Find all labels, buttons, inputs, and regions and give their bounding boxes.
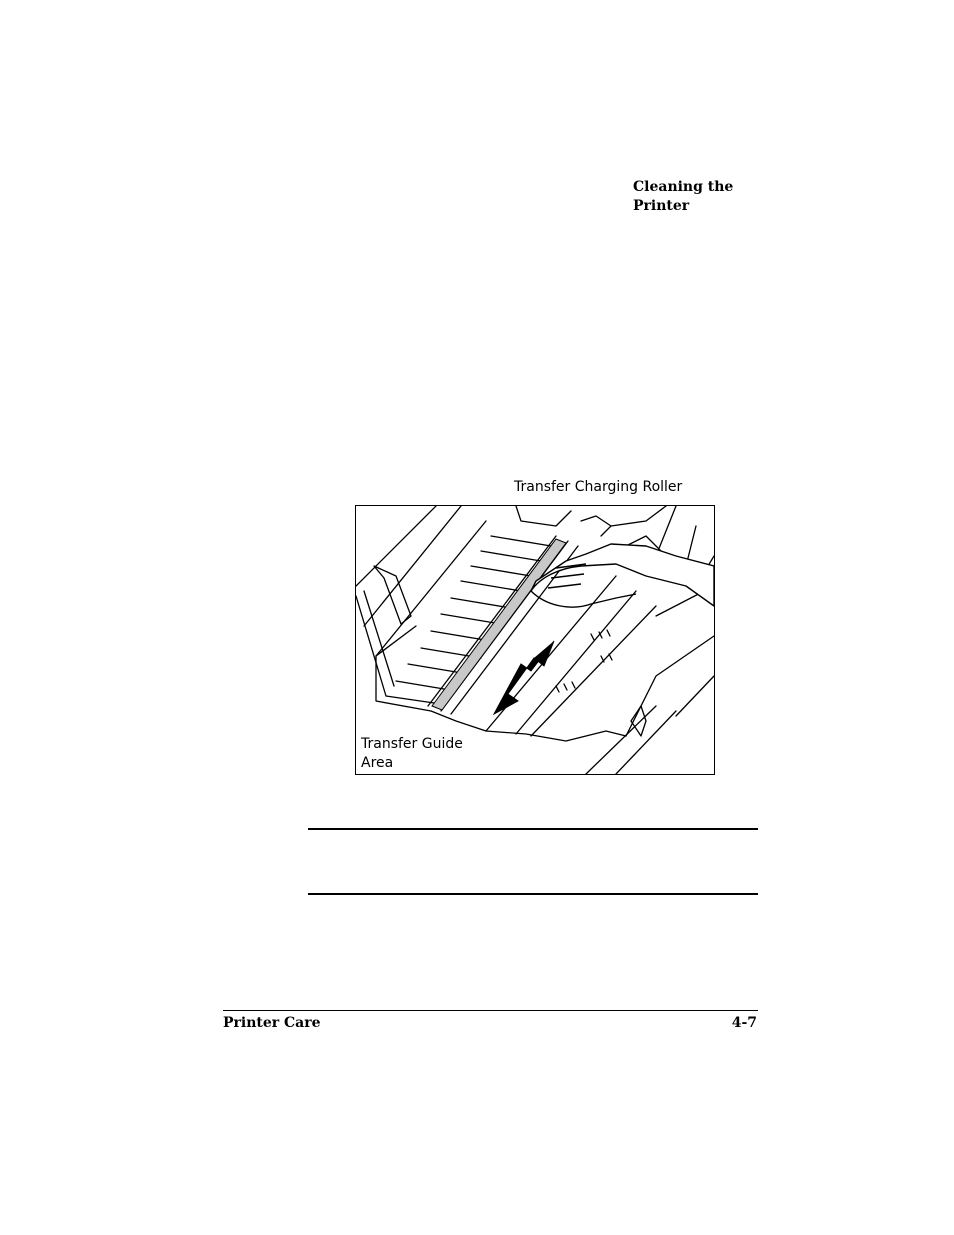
callout-guide-line-1: Transfer Guide xyxy=(361,736,463,752)
footer-page-number: 4-7 xyxy=(731,1015,757,1031)
printer-illustration-svg xyxy=(356,506,714,774)
callout-guide-line-2: Area xyxy=(361,755,394,771)
note-rule-top xyxy=(308,828,758,830)
callout-transfer-guide-area xyxy=(361,735,465,773)
double-headed-arrow-icon xyxy=(494,641,554,714)
section-heading xyxy=(633,178,773,216)
note-rule-bottom xyxy=(308,893,758,895)
footer-section-title: Printer Care xyxy=(223,1015,321,1031)
callout-transfer-charging-roller: Transfer Charging Roller xyxy=(514,479,683,495)
section-heading-line-2: Printer xyxy=(633,198,690,214)
section-heading-line-1: Cleaning the xyxy=(633,179,734,195)
footer-rule xyxy=(223,1010,758,1011)
